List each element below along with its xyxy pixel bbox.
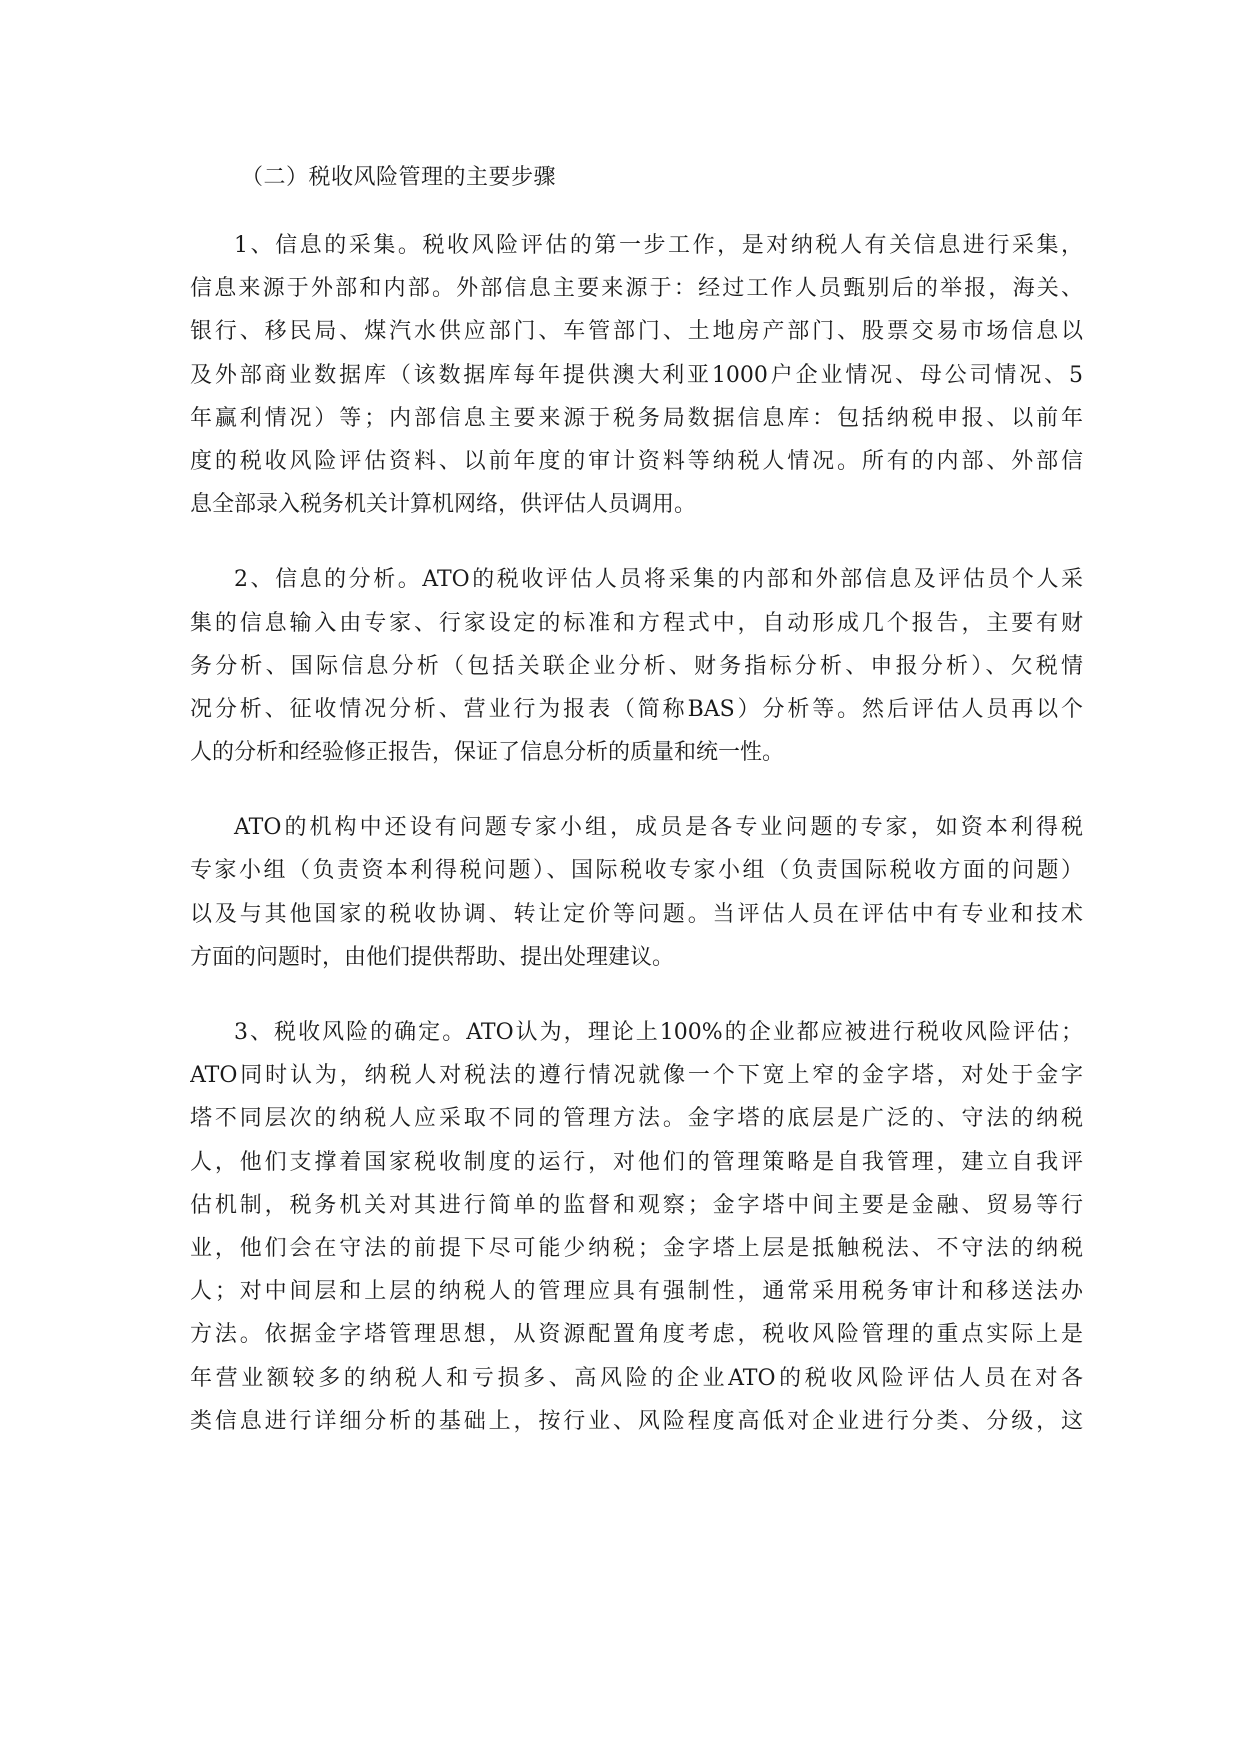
text-line: 以及与其他国家的税收协调、转让定价等问题。当评估人员在评估中有专业和技术 (190, 901, 1083, 927)
text-line: 年赢利情况）等；内部信息主要来源于税务局数据信息库：包括纳税申报、以前年 (190, 405, 1083, 431)
paragraph-risk-determination (190, 1011, 1083, 1443)
text-line: 息全部录入税务机关计算机网络，供评估人员调用。 (190, 492, 697, 518)
text-line: 2、信息的分析。ATO的税收评估人员将采集的内部和外部信息及评估员个人采 (234, 567, 1083, 593)
text-line: 方法。依据金字塔管理思想，从资源配置角度考虑，税收风险管理的重点实际上是 (190, 1322, 1083, 1348)
text-line: 人，他们支撑着国家税收制度的运行，对他们的管理策略是自我管理，建立自我评 (190, 1149, 1083, 1175)
paragraph-expert-groups (190, 806, 1083, 979)
text-line: 方面的问题时，由他们提供帮助、提出处理建议。 (190, 944, 675, 970)
text-line: 人的分析和经验修正报告，保证了信息分析的质量和统一性。 (190, 740, 785, 766)
text-line: 及外部商业数据库（该数据库每年提供澳大利亚1000户企业情况、母公司情况、5 (190, 362, 1083, 388)
text-line: 务分析、国际信息分析（包括关联企业分析、财务指标分析、申报分析）、欠税情 (190, 653, 1083, 679)
document-body (190, 160, 1083, 1475)
section-heading: （二）税收风险管理的主要步骤 (241, 165, 557, 190)
text-line: 专家小组（负责资本利得税问题）、国际税收专家小组（负责国际税收方面的问题） (190, 858, 1083, 884)
text-line: 业，他们会在守法的前提下尽可能少纳税；金字塔上层是抵触税法、不守法的纳税 (190, 1235, 1083, 1261)
text-line: 信息来源于外部和内部。外部信息主要来源于：经过工作人员甄别后的举报，海关、 (190, 276, 1083, 302)
text-line: 估机制，税务机关对其进行简单的监督和观察；金字塔中间主要是金融、贸易等行 (190, 1192, 1083, 1218)
text-line: 年营业额较多的纳税人和亏损多、高风险的企业ATO的税收风险评估人员在对各 (190, 1365, 1083, 1391)
paragraph-information-analysis (190, 558, 1083, 774)
paragraph-information-collection (190, 224, 1083, 526)
text-line: 类信息进行详细分析的基础上，按行业、风险程度高低对企业进行分类、分级，这 (190, 1408, 1083, 1434)
text-line: 1、信息的采集。税收风险评估的第一步工作，是对纳税人有关信息进行采集， (234, 233, 1083, 258)
text-line: 塔不同层次的纳税人应采取不同的管理方法。金字塔的底层是广泛的、守法的纳税 (190, 1106, 1083, 1132)
text-line: 度的税收风险评估资料、以前年度的审计资料等纳税人情况。所有的内部、外部信 (190, 448, 1083, 474)
text-line: ATO的机构中还设有问题专家小组，成员是各专业问题的专家，如资本利得税 (234, 815, 1083, 841)
text-line: 3、税收风险的确定。ATO认为，理论上100%的企业都应被进行税收风险评估； (234, 1020, 1083, 1045)
text-line: ATO同时认为，纳税人对税法的遵行情况就像一个下宽上窄的金字塔，对处于金字 (190, 1063, 1083, 1089)
text-line: 银行、移民局、煤汽水供应部门、车管部门、土地房产部门、股票交易市场信息以 (190, 319, 1083, 345)
text-line: 集的信息输入由专家、行家设定的标准和方程式中，自动形成几个报告，主要有财 (190, 610, 1083, 636)
text-line: 况分析、征收情况分析、营业行为报表（简称BAS）分析等。然后评估人员再以个 (190, 696, 1083, 722)
text-line: 人；对中间层和上层的纳税人的管理应具有强制性，通常采用税务审计和移送法办 (190, 1279, 1083, 1305)
